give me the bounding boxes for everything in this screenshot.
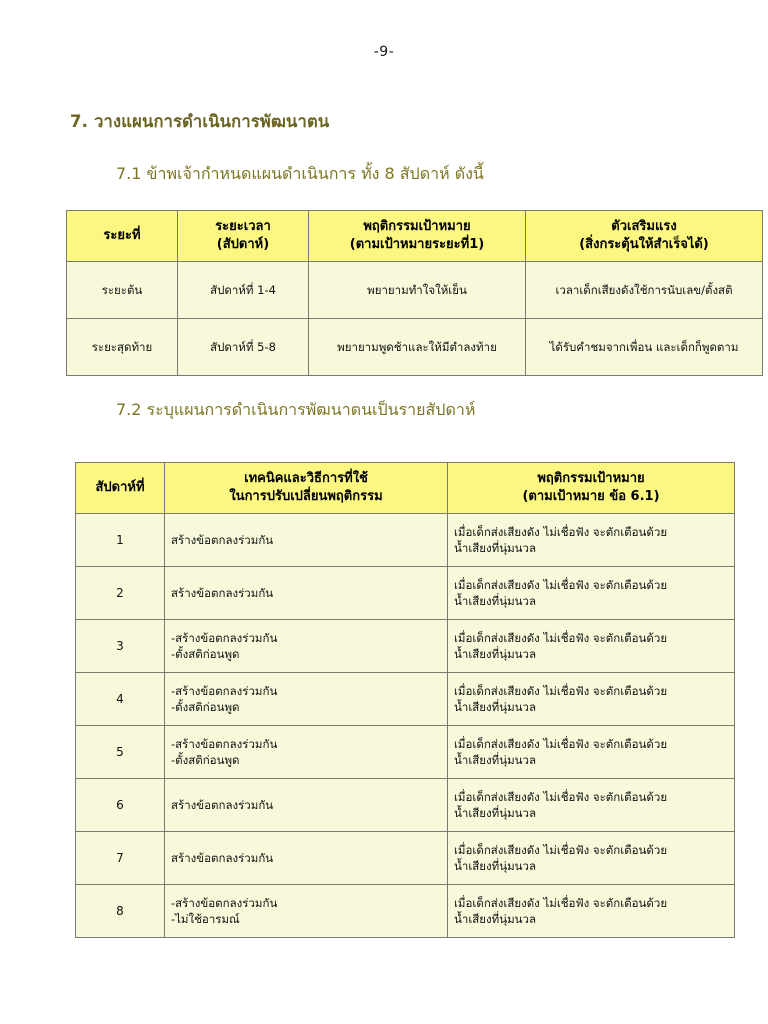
header-line-1: พฤติกรรมเป้าหมาย: [537, 471, 645, 486]
goal-line: น้ำเสียงที่นุ่มนวล: [454, 647, 537, 662]
cell-week-number: 5: [76, 726, 165, 779]
subsection-heading-7-2: 7.2 ระบุแผนการดำเนินการพัฒนาตนเป็นรายสัปดาห์: [116, 400, 476, 419]
cell-duration: สัปดาห์ที่ 5-8: [178, 319, 309, 376]
cell-goal-behavior: [448, 514, 735, 567]
cell-week-number: 3: [76, 620, 165, 673]
technique-line: -สร้างข้อตกลงร่วมกัน: [171, 630, 278, 645]
header-line-2: ในการปรับเปลี่ยนพฤติกรรม: [229, 489, 383, 505]
column-header-reinforcer: [526, 211, 763, 262]
cell-week-number: 4: [76, 673, 165, 726]
technique-line: -ตั้งสติก่อนพูด: [171, 700, 240, 715]
cell-goal-behavior: [448, 832, 735, 885]
cell-technique: [165, 673, 448, 726]
goal-line: เมื่อเด็กส่งเสียงดัง ไม่เชื่อฟัง จะตักเตือนด้วย: [454, 683, 668, 698]
header-line-1: ตัวเสริมแรง: [611, 219, 677, 234]
cell-goal-behavior: [448, 673, 735, 726]
weekly-plan-table: [75, 462, 735, 938]
cell-goal-behavior: [448, 620, 735, 673]
cell-week-number: 8: [76, 885, 165, 938]
goal-line: เมื่อเด็กส่งเสียงดัง ไม่เชื่อฟัง จะตักเตือนด้วย: [454, 524, 668, 539]
cell-goal-behavior: พยายามทำใจให้เย็น: [309, 262, 526, 319]
cell-goal-behavior: [448, 885, 735, 938]
table-row: [76, 673, 735, 726]
cell-technique: [165, 620, 448, 673]
cell-technique: [165, 832, 448, 885]
cell-duration: สัปดาห์ที่ 1-4: [178, 262, 309, 319]
cell-week-number: 7: [76, 832, 165, 885]
table-row: [76, 726, 735, 779]
phases-table: [66, 210, 763, 376]
header-line-1: พฤติกรรมเป้าหมาย: [363, 219, 471, 234]
header-line-1: เทคนิคและวิธีการที่ใช้: [244, 471, 368, 486]
table-row: [76, 620, 735, 673]
table-row: [76, 514, 735, 567]
table-row: [76, 779, 735, 832]
technique-line: -ตั้งสติก่อนพูด: [171, 647, 240, 662]
column-header-week: [76, 463, 165, 514]
cell-technique: [165, 726, 448, 779]
header-line-1: ระยะเวลา: [215, 219, 271, 234]
goal-line: เมื่อเด็กส่งเสียงดัง ไม่เชื่อฟัง จะตักเตือนด้วย: [454, 577, 668, 592]
cell-phase: ระยะต้น: [67, 262, 178, 319]
goal-line: เมื่อเด็กส่งเสียงดัง ไม่เชื่อฟัง จะตักเตือนด้วย: [454, 789, 668, 804]
cell-week-number: 1: [76, 514, 165, 567]
column-header-duration: [178, 211, 309, 262]
cell-goal-behavior: [448, 726, 735, 779]
goal-line: น้ำเสียงที่นุ่มนวล: [454, 541, 537, 556]
cell-week-number: 6: [76, 779, 165, 832]
table-row: [76, 832, 735, 885]
technique-line: สร้างข้อตกลงร่วมกัน: [171, 798, 274, 813]
goal-line: เมื่อเด็กส่งเสียงดัง ไม่เชื่อฟัง จะตักเตือนด้วย: [454, 895, 668, 910]
header-line-2: (สิ่งกระตุ้นให้สำเร็จได้): [579, 237, 709, 253]
header-line-2: (สัปดาห์): [216, 237, 270, 253]
technique-line: -ตั้งสติก่อนพูด: [171, 753, 240, 768]
technique-line: -สร้างข้อตกลงร่วมกัน: [171, 895, 278, 910]
goal-line: น้ำเสียงที่นุ่มนวล: [454, 753, 537, 768]
column-header-goal-behavior: [448, 463, 735, 514]
column-header-goal-behavior: [309, 211, 526, 262]
section-heading: 7. วางแผนการดำเนินการพัฒนาตน: [70, 112, 330, 131]
cell-reinforcer: ได้รับคำชมจากเพื่อน และเด็กก็พูดตาม: [526, 319, 763, 376]
technique-line: สร้างข้อตกลงร่วมกัน: [171, 851, 274, 866]
column-header-phase: [67, 211, 178, 262]
table-row: [76, 885, 735, 938]
goal-line: น้ำเสียงที่นุ่มนวล: [454, 700, 537, 715]
cell-technique: [165, 885, 448, 938]
table-row: [67, 319, 763, 376]
goal-line: น้ำเสียงที่นุ่มนวล: [454, 912, 537, 927]
goal-line: น้ำเสียงที่นุ่มนวล: [454, 806, 537, 821]
cell-goal-behavior: [448, 779, 735, 832]
cell-technique: [165, 779, 448, 832]
goal-line: น้ำเสียงที่นุ่มนวล: [454, 859, 537, 874]
header-line-2: (ตามเป้าหมาย ข้อ 6.1): [522, 489, 660, 505]
table-header-row: [67, 211, 763, 262]
cell-technique: [165, 567, 448, 620]
cell-reinforcer: เวลาเด็กเสียงดังใช้การนับเลข/ตั้งสติ: [526, 262, 763, 319]
goal-line: เมื่อเด็กส่งเสียงดัง ไม่เชื่อฟัง จะตักเตือนด้วย: [454, 736, 668, 751]
technique-line: -สร้างข้อตกลงร่วมกัน: [171, 736, 278, 751]
technique-line: -ไม่ใช้อารมณ์: [171, 912, 240, 927]
cell-phase: ระยะสุดท้าย: [67, 319, 178, 376]
cell-week-number: 2: [76, 567, 165, 620]
weekly-plan-body: [76, 514, 735, 938]
cell-technique: [165, 514, 448, 567]
goal-line: เมื่อเด็กส่งเสียงดัง ไม่เชื่อฟัง จะตักเตือนด้วย: [454, 842, 668, 857]
cell-goal-behavior: [448, 567, 735, 620]
page-number: -9-: [373, 44, 395, 60]
technique-line: -สร้างข้อตกลงร่วมกัน: [171, 683, 278, 698]
subsection-heading-7-1: 7.1 ข้าพเจ้ากำหนดแผนดำเนินการ ทั้ง 8 สัปดาห์ ดังนี้: [116, 164, 484, 183]
goal-line: เมื่อเด็กส่งเสียงดัง ไม่เชื่อฟัง จะตักเตือนด้วย: [454, 630, 668, 645]
table-row: [76, 567, 735, 620]
column-header-technique: [165, 463, 448, 514]
header-line-1: สัปดาห์ที่: [95, 480, 145, 496]
table-row: [67, 262, 763, 319]
header-line-1: ระยะที่: [103, 228, 141, 244]
goal-line: น้ำเสียงที่นุ่มนวล: [454, 594, 537, 609]
cell-goal-behavior: พยายามพูดช้าและให้มีตำลงท้าย: [309, 319, 526, 376]
header-line-2: (ตามเป้าหมายระยะที่1): [349, 237, 485, 253]
technique-line: สร้างข้อตกลงร่วมกัน: [171, 533, 274, 548]
table-header-row: [76, 463, 735, 514]
technique-line: สร้างข้อตกลงร่วมกัน: [171, 586, 274, 601]
